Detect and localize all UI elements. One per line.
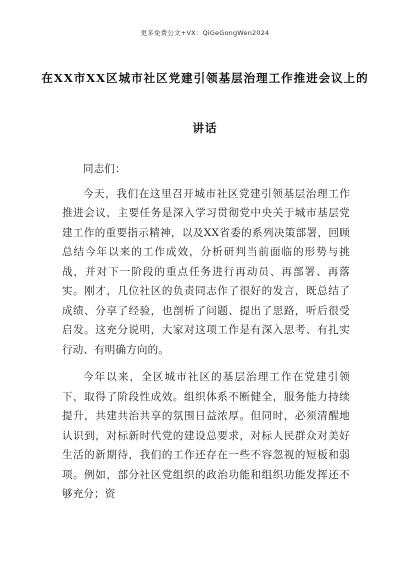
page-header: 更多免费公文+VX：QiGeGongWen2024: [140, 29, 270, 37]
paragraph-1: 今天，我们在这里召开城市社区党建引领基层治理工作推进会议，主要任务是深入学习贯彻党中央关于城市基层党建工作的重要指示精神，以及XX省委的系列决策部署，回顾总结今年以来的工作成效，分析研判当前面临的形势与挑战，并对下一阶段的重点任务进行再动员、再部署、再落实。刚才，几位社区的负责同志作了很好的发言，既总结了成绩、分享了经验，也剖析了问题、提出了思路，听后很受启发。这充分说明，大家对这项工作是有深入思考、有扎实行动、有明确方向的。: [62, 187, 350, 356]
salutation: 同志们：: [83, 163, 126, 175]
document-body: [62, 160, 350, 505]
document-title: 在XX市XX区城市社区党建引领基层治理工作推进会议上的: [41, 71, 369, 85]
document-title-suffix: 讲话: [192, 121, 218, 135]
paragraph-2: 今年以来，全区城市社区的基层治理工作在党建引领下，取得了阶段性成效。组织体系不断健全，服务能力持续提升，共建共治共享的氛围日益浓厚。但同时，必须清醒地认识到，对标新时代党的建设总要求，对标人民群众对美好生活的新期待，我们的工作还存在一些不容忽视的短板和弱项。例如，部分社区党组织的政治功能和组织功能发挥还不够充分；资: [62, 371, 350, 500]
